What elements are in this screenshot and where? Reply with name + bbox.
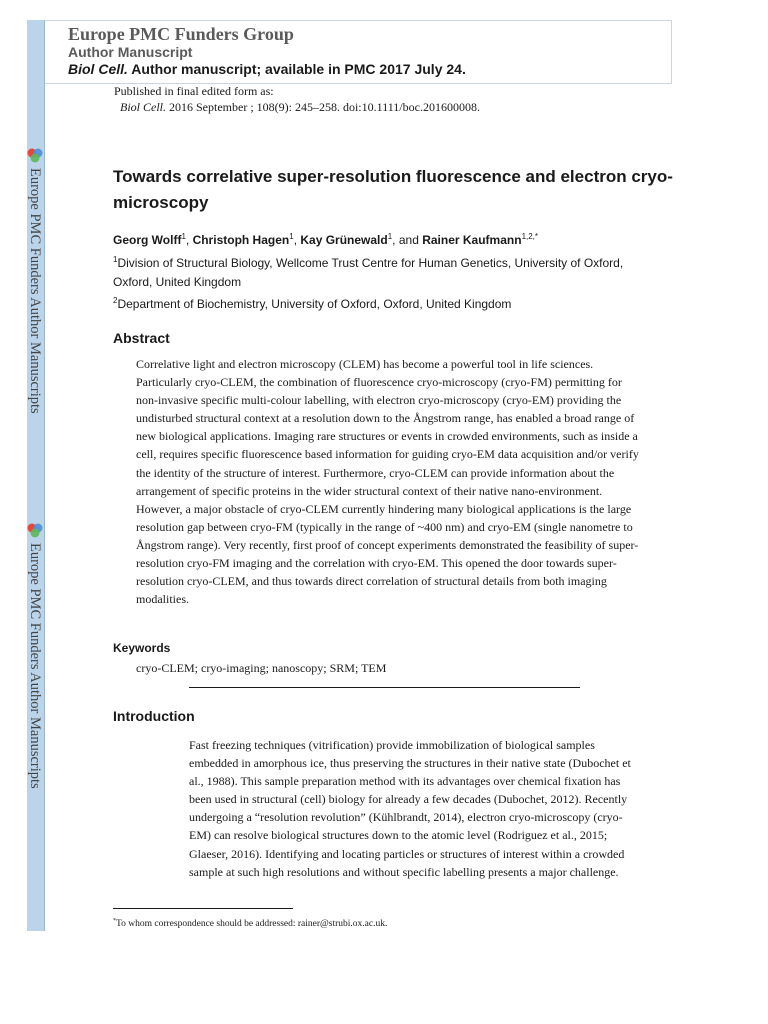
author-name: Kay Grünewald (300, 233, 388, 247)
footnote-divider (113, 908, 293, 909)
affiliation-1 (113, 250, 658, 292)
affiliation-mark: 1 (113, 255, 118, 264)
keywords-heading: Keywords (113, 641, 171, 655)
affiliation-mark: 2 (113, 296, 118, 305)
footnote-text: To whom correspondence should be addressed: rainer@strubi.ox.ac.uk. (116, 919, 388, 930)
author-manuscript-label: Author Manuscript (68, 44, 193, 60)
availability-line (68, 61, 466, 77)
section-divider (189, 687, 580, 688)
footnote-mark: * (113, 918, 116, 924)
author-affiliation-mark: 1 (181, 232, 186, 241)
citation-journal: Biol Cell. (120, 100, 166, 114)
author-list (113, 232, 538, 247)
keywords-text: cryo-CLEM; cryo-imaging; nanoscopy; SRM; TEM (136, 661, 387, 675)
article-title: Towards correlative super-resolution fluorescence and electron cryo-microscopy (113, 167, 673, 212)
europe-pmc-logo-icon (26, 521, 44, 539)
correspondence-footnote (113, 918, 387, 929)
europe-pmc-logo-icon (26, 146, 44, 164)
author-affiliation-mark: 1 (387, 232, 393, 241)
author-separator: , (293, 233, 301, 247)
journal-name: Biol Cell. (68, 61, 128, 77)
abstract-text: Correlative light and electron microscopy (CLEM) has become a powerful tool in life sciences. Particularly cryo-CLEM, the combination of fluorescence cryo-microscopy (cryo-FM) permitting for non-invasive specific multi-colour labelling, with electron cryo-microscopy (cryo-EM) providing the undisturbed structural context at a resolution down to the Ångstrom range, has enabled a broad range of new biological applications. Imaging rare structures or events in crowded environments, such as inside a cell, requires specific fluorescence based information for guiding cryo-EM data acquisition and/or verify the identity of the structure of interest. Furthermore, cryo-CLEM can provide information about the arrangement of specific proteins in the wider structural context of their native nano-environment. However, a major obstacle of cryo-CLEM currently hindering many biological applications is the large resolution gap between cryo-FM (typically in the range of ~400 nm) and cryo-EM (single nanometre to Ångstrom range). Very recently, first proof of concept experiments demonstrated the feasibility of super-resolution cryo-FM imaging and the correlation with cryo-EM. This opened the door towards super-resolution cryo-CLEM, and thus towards direct correlation of structural details from both imaging modalities. (136, 357, 639, 607)
sidebar-divider (44, 20, 45, 931)
citation-text: 2016 September ; 108(9): 245–258. doi:10.1111/boc.201600008. (169, 100, 480, 114)
abstract-heading: Abstract (113, 330, 170, 346)
affiliation-text: Division of Structural Biology, Wellcome Trust Centre for Human Genetics, University of Oxford, Oxford, United Kingdom (113, 256, 624, 289)
citation-line (120, 100, 480, 115)
logo-dot-green (31, 154, 40, 163)
introduction-text: Fast freezing techniques (vitrification) provide immobilization of biological samples embedded in amorphous ice, thus preserving the structures in their native state (Dubochet et al., 1988). This sample preparation method with its advantages over chemical fixation has been used in structural (cell) biology for already a few decades (Dubochet, 2012). Recently undergoing a “resolution revolution” (Kühlbrandt, 2014), electron cryo-microscopy (cryo-EM) can resolve biological structures down to the atomic level (Rodriguez et al., 2015; Glaeser, 2016). Identifying and locating particles or structures of interest within a crowded sample at such high resolutions and without specific labelling presents a major challenge. (189, 738, 631, 879)
author-name: Georg Wolff (113, 233, 182, 247)
introduction-heading: Introduction (113, 708, 195, 724)
affiliation-text: Department of Biochemistry, University of Oxford, Oxford, United Kingdom (117, 297, 512, 311)
author-name: Rainer Kaufmann (422, 233, 522, 247)
logo-dot-green (31, 529, 40, 538)
affiliation-2 (113, 296, 658, 311)
availability-text: Author manuscript; available in PMC 2017 July 24. (131, 61, 466, 77)
sidebar-label: Europe PMC Funders Author Manuscripts (27, 543, 43, 789)
author-affiliation-mark: 1,2,* (521, 232, 539, 241)
author-separator: , (185, 233, 193, 247)
sidebar-label: Europe PMC Funders Author Manuscripts (27, 168, 43, 414)
author-affiliation-mark: 1 (289, 232, 294, 241)
published-label: Published in final edited form as: (114, 84, 274, 98)
author-name: Christoph Hagen (192, 233, 290, 247)
author-separator: , and (392, 233, 423, 247)
funders-group-title: Europe PMC Funders Group (68, 24, 294, 44)
